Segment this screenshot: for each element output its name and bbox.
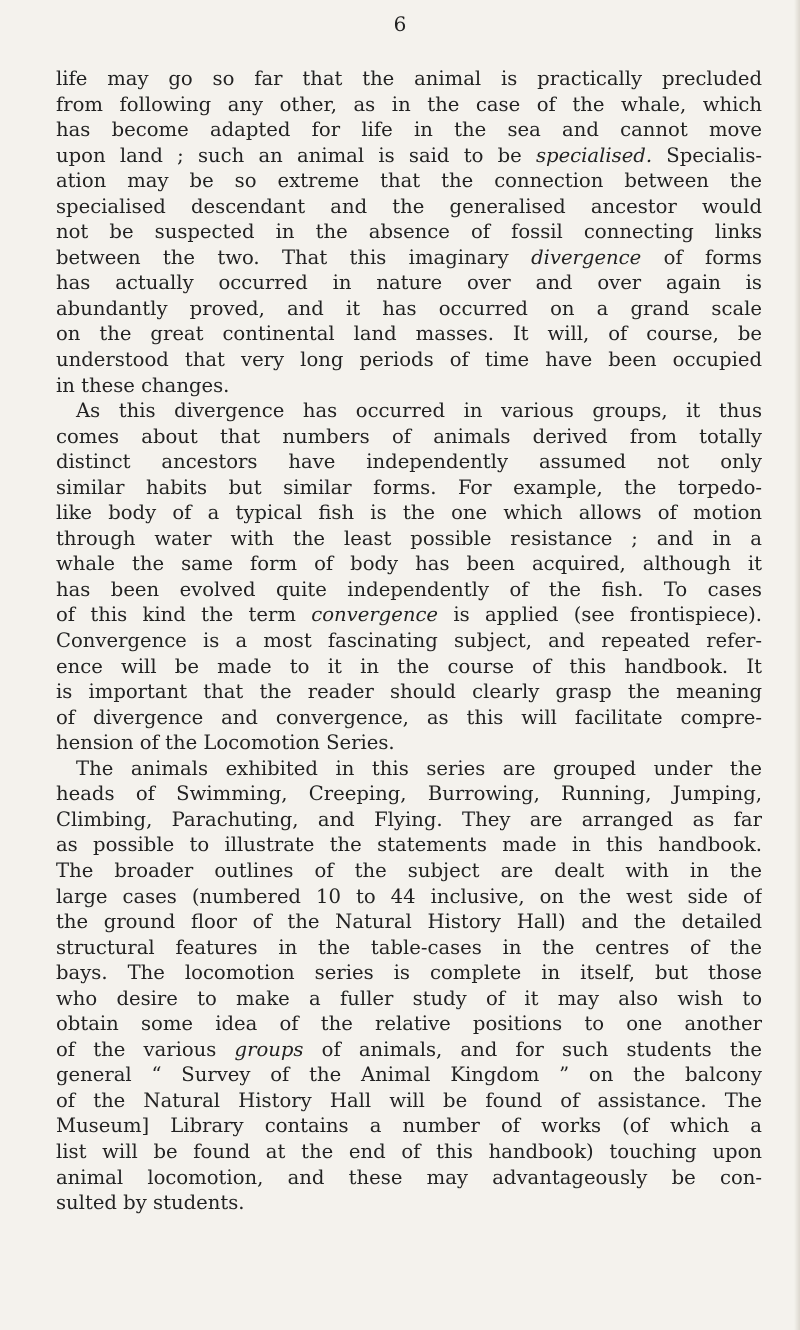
text-line: comes about that numbers of animals derived from totally [56, 424, 762, 448]
text-line: as possible to illustrate the statements made in this handbook. [56, 833, 762, 857]
text-line: on the great continental land masses. It will, of course, be [56, 322, 762, 346]
text-line: like body of a typical fish is the one which allows of motion [56, 501, 762, 525]
text-line: upon land ; such an animal is said to be specialised. Specialis- [56, 143, 762, 167]
text-line: obtain some idea of the relative positions to one another [56, 1012, 762, 1036]
body-text [56, 66, 762, 1216]
text-line: heads of Swimming, Creeping, Burrowing, Running, Jumping, [56, 782, 762, 806]
text-line: the ground floor of the Natural History Hall) and the detailed [56, 910, 762, 934]
text-line: list will be found at the end of this handbook) touching upon [56, 1139, 762, 1163]
text-line: of the Natural History Hall will be found of assistance. The [56, 1088, 762, 1112]
text-line: not be suspected in the absence of fossil connecting links [56, 220, 762, 244]
text-line: between the two. That this imaginary divergence of forms [56, 245, 762, 269]
italic-term: divergence [531, 245, 642, 269]
text-line: distinct ancestors have independently assumed not only [56, 450, 762, 474]
text-line: abundantly proved, and it has occurred on a grand scale [56, 296, 762, 320]
text-line: specialised descendant and the generalised ancestor would [56, 194, 762, 218]
text-line: life may go so far that the animal is practically precluded [56, 67, 762, 90]
text-line: ation may be so extreme that the connection between the [56, 169, 762, 193]
text-line: As this divergence has occurred in various groups, it thus [76, 399, 762, 423]
text-line: sulted by students. [56, 1191, 245, 1215]
text-line: animal locomotion, and these may advantageously be con- [56, 1165, 762, 1189]
text-line: has actually occurred in nature over and over again is [56, 271, 762, 295]
text-line: through water with the least possible resistance ; and in a [56, 526, 762, 550]
page-number: 6 [393, 12, 407, 36]
text-line: general “ Survey of the Animal Kingdom ” on the balcony [56, 1063, 762, 1087]
text-line: understood that very long periods of time have been occupied [56, 348, 762, 372]
page-edge-shadow [794, 0, 800, 1330]
text-line: hension of the Locomotion Series. [56, 731, 395, 755]
text-line: The broader outlines of the subject are dealt with in the [56, 858, 762, 882]
text-line: Climbing, Parachuting, and Flying. They are arranged as far [56, 807, 762, 831]
italic-term: specialised. [535, 143, 653, 167]
text-line: ence will be made to it in the course of this handbook. It [56, 654, 762, 678]
text-line: Museum] Library contains a number of works (of which a [56, 1114, 762, 1138]
text-line: bays. The locomotion series is complete in itself, but those [56, 961, 762, 985]
text-line: whale the same form of body has been acquired, although it [56, 552, 762, 576]
text-line: Convergence is a most fascinating subject, and repeated refer- [56, 629, 762, 653]
text-line: of this kind the term convergence is applied (see frontispiece). [56, 603, 762, 627]
text-line: The animals exhibited in this series are grouped under the [76, 756, 762, 780]
italic-term: groups [234, 1037, 304, 1061]
text-line: of the various groups of animals, and for such students the [56, 1037, 762, 1061]
italic-term: convergence [311, 603, 439, 627]
text-line: in these changes. [56, 373, 230, 397]
text-line: has been evolved quite independently of the fish. To cases [56, 577, 762, 601]
text-line: from following any other, as in the case of the whale, which [56, 92, 762, 116]
text-line: similar habits but similar forms. For example, the torpedo- [56, 475, 762, 499]
text-line: of divergence and convergence, as this will facilitate compre- [56, 705, 762, 729]
text-line: is important that the reader should clearly grasp the meaning [56, 680, 762, 704]
text-line: structural features in the table-cases in the centres of the [56, 935, 762, 959]
text-line: large cases (numbered 10 to 44 inclusive, on the west side of [56, 884, 762, 908]
text-line: who desire to make a fuller study of it may also wish to [56, 986, 762, 1010]
text-line: has become adapted for life in the sea and cannot move [56, 118, 762, 142]
